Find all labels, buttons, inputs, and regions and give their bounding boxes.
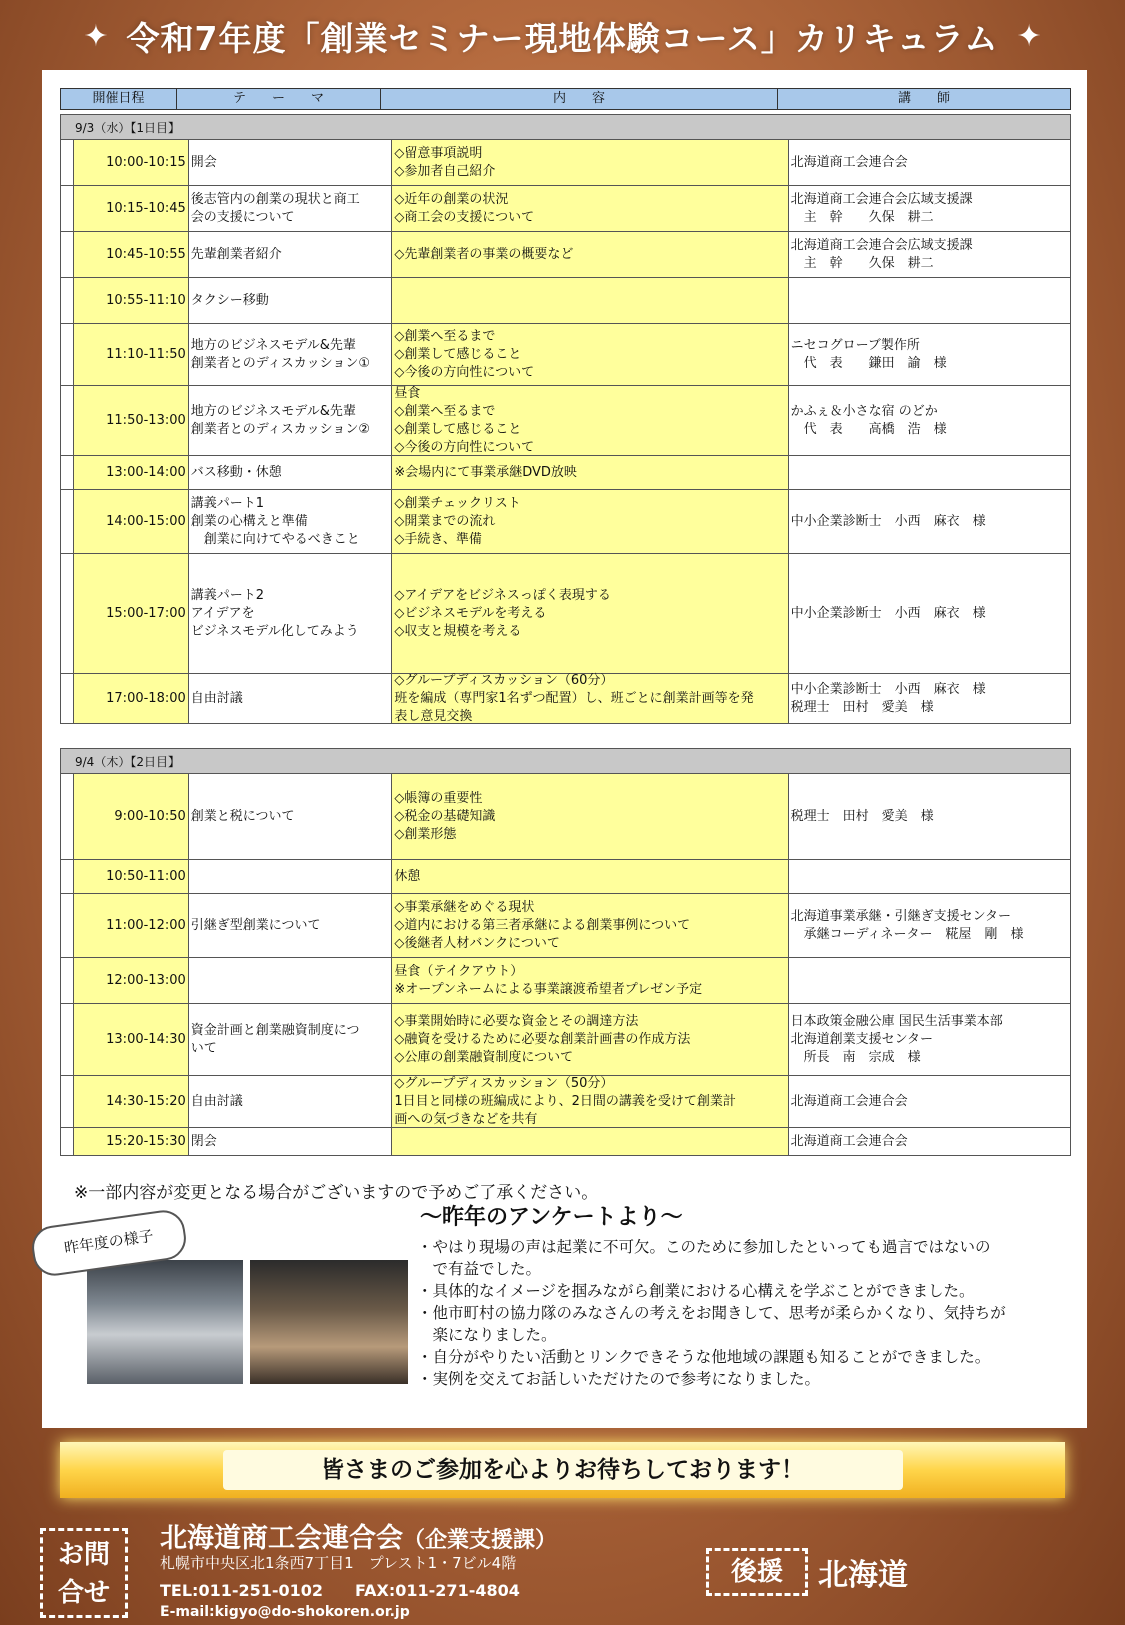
content-line: ◇今後の方向性について [394,364,535,380]
time-text: 12:00-13:00 [106,972,186,988]
theme-line: 地方のビジネスモデル&先輩 [190,403,356,419]
lecturer-cell [789,456,1070,489]
content-line: ◇創業して感じること [394,346,522,362]
lecturer-line: 中小企業診断士 小西 麻衣 様 [790,513,986,529]
lecturer-line: 代 表 高橋 浩 様 [790,421,947,437]
lecturer-line: 承継コーディネーター 糀屋 剛 様 [790,926,1024,942]
phone-fax: TEL:011-251-0102 FAX:011-271-4804 [160,1581,520,1600]
lecturer-cell [789,894,1070,957]
survey-item: で有益でした。 [417,1260,542,1278]
table-row [61,186,1070,232]
content-line: ◇公庫の創業融資制度について [394,1049,574,1065]
content-cell [392,324,788,385]
lecturer-cell [789,324,1070,385]
theme-line: 講義パート1 [190,495,265,511]
lecturer-cell [789,674,1070,723]
change-notice: ※一部内容が変更となる場合がございますので予めご了承ください。 [74,1183,599,1203]
time-cell [73,774,189,859]
theme-line: 自由討議 [190,690,243,706]
lecturer-cell [789,958,1070,1003]
theme-cell [189,958,393,1003]
theme-line: 開会 [190,154,217,170]
contact-label [40,1528,128,1618]
lecturer-line: 北海道商工会連合会 [790,1093,908,1109]
time-cell [73,1128,189,1155]
survey-title: ～昨年のアンケートより～ [420,1205,683,1230]
content-line: ※オープンネームによる事業譲渡希望者プレゼン予定 [394,981,703,997]
table-row [61,232,1070,278]
theme-line: 引継ぎ型創業について [190,917,321,933]
survey-item: 楽になりました。 [417,1326,557,1344]
day-1-table [60,114,1071,724]
lecturer-line: かふぇ＆小さな宿 のどか [790,403,938,419]
content-cell [392,278,788,323]
email-link[interactable]: E-mail:kigyo@do-shokoren.or.jp [160,1604,410,1620]
lecturer-line: 代 表 鎌田 諭 様 [790,355,947,371]
time-text: 14:30-15:20 [106,1093,186,1109]
content-cell [392,1076,788,1127]
theme-line: いて [190,1040,217,1056]
time-cell [73,324,189,385]
table-row [61,894,1070,958]
theme-cell [189,490,393,553]
time-text: 11:10-11:50 [106,346,186,362]
content-line: 班を編成（専門家1名ずつ配置）し、班ごとに創業計画等を発 [394,690,754,706]
table-row [61,774,1070,860]
theme-line: 自由討議 [190,1093,243,1109]
theme-cell [189,1128,393,1155]
content-line: ◇創業チェックリスト [394,495,521,511]
content-cell [392,860,788,893]
theme-line: 講義パート2 [190,587,265,603]
theme-line: 創業の心構えと準備 [190,513,308,529]
lecturer-line: 税理士 田村 愛美 様 [790,699,934,715]
page-title: 令和7年度「創業セミナー現地体験コース」カリキュラム [126,18,999,58]
content-line: ◇創業へ至るまで [394,403,496,419]
content-line: 休憩 [394,868,421,884]
content-line: 昼食 [394,385,421,401]
lecturer-line: 北海道商工会連合会 [790,1133,908,1149]
time-cell [73,674,189,723]
column-header-date: 開催日程 [61,89,177,109]
table-row [61,958,1070,1004]
content-line: ◇ビジネスモデルを考える [394,605,547,621]
lecturer-cell [789,774,1070,859]
content-cell [392,490,788,553]
lecturer-line: 北海道創業支援センター [790,1031,934,1047]
closing-banner [60,1442,1065,1498]
content-line: ◇創業へ至るまで [394,328,496,344]
table-row [61,860,1070,894]
time-cell [73,894,189,957]
lecturer-line: 北海道商工会連合会広域支援課 [790,237,973,253]
content-cell [392,386,788,455]
survey-item: ・やはり現場の声は起業に不可欠。このために参加したといっても過言ではないの [417,1238,991,1256]
content-line: 画への気づきなどを共有 [394,1111,538,1127]
content-line: ※会場内にて事業承継DVD放映 [394,464,577,480]
theme-line: 資金計画と創業融資制度につ [190,1022,360,1038]
content-line: ◇アイデアをビジネスっぽく表現する [394,587,611,603]
survey-item: ・具体的なイメージを掴みながら創業における心構えを学ぶことができました。 [417,1282,975,1300]
content-cell [392,958,788,1003]
time-cell [73,490,189,553]
content-line: ◇後継者人材バンクについて [394,935,560,951]
theme-cell [189,324,393,385]
table-row [61,1128,1070,1156]
lecturer-cell [789,1004,1070,1075]
table-row [61,140,1070,186]
theme-cell [189,774,393,859]
column-header-lecturer: 講 師 [897,91,950,106]
lecturer-cell [789,140,1070,185]
time-cell [73,1076,189,1127]
time-cell [73,860,189,893]
content-line: 1日目と同様の班編成により、2日間の講義を受けて創業計 [394,1093,736,1109]
table-row [61,1004,1070,1076]
theme-cell [189,456,393,489]
lecturer-line: 北海道商工会連合会広域支援課 [790,191,973,207]
time-text: 14:00-15:00 [106,513,186,529]
time-text: 9:00-10:50 [114,808,186,824]
lecturer-cell [789,1128,1070,1155]
content-cell [392,554,788,673]
time-text: 15:00-17:00 [106,605,186,621]
theme-cell [189,140,393,185]
lecturer-line: 所長 南 宗成 様 [790,1049,921,1065]
time-text: 13:00-14:00 [106,464,186,480]
contact-label-line: お問 [57,1540,110,1570]
lecturer-line: 北海道商工会連合会 [790,154,908,170]
theme-line: 地方のビジネスモデル&先輩 [190,337,356,353]
content-line: ◇今後の方向性について [394,439,535,455]
time-text: 15:20-15:30 [106,1133,186,1149]
header [0,0,1125,72]
content-line: 表し意見交換 [394,708,473,724]
time-cell [73,140,189,185]
theme-line: 閉会 [190,1133,217,1149]
closing-message: 皆さまのご参加を心よりお待ちしております！ [223,1450,903,1490]
content-cell [392,674,788,723]
content-line: ◇開業までの流れ [394,513,496,529]
time-cell [73,554,189,673]
content-line: ◇留意事項説明 [394,145,483,161]
theme-line: 先輩創業者紹介 [190,246,282,262]
support-label: 後援 [706,1548,808,1596]
organizer-dept: （企業支援課） [403,1528,558,1553]
lecturer-line: 北海道事業承継・引継ぎ支援センター [790,908,1012,924]
address: 札幌市中央区北1条西7丁目1 プレスト1・7ビル4階 [160,1554,517,1572]
day-2-header: 9/4（木）【2日目】 [61,748,1070,774]
time-text: 11:00-12:00 [106,917,186,933]
column-header-theme: テ ー マ [177,89,381,109]
lecturer-line: 日本政策金融公庫 国民生活事業本部 [790,1013,1003,1029]
time-cell [73,1004,189,1075]
sparkle-icon: ✦ [83,18,109,54]
survey-item: ・自分がやりたい活動とリンクできそうな他地域の課題も知ることができました。 [417,1348,991,1366]
theme-line: 創業者とのディスカッション① [190,355,370,371]
content-cell [392,774,788,859]
content-line: ◇創業形態 [394,826,457,842]
table-row [61,554,1070,674]
organizer [160,1516,557,1555]
lecturer-cell [789,186,1070,231]
content-line: ◇グループディスカッション（60分） [394,672,614,688]
theme-line: 創業に向けてやるべきこと [190,531,360,547]
time-text: 11:50-13:00 [106,412,186,428]
content-line: ◇グループディスカッション（50分） [394,1075,614,1091]
seminar-photo [250,1260,408,1384]
theme-cell [189,860,393,893]
photo-badge: 昨年度の様子 [29,1208,188,1279]
time-cell [73,186,189,231]
content-cell [392,140,788,185]
column-header-content: 内 容 [381,89,778,109]
time-text: 13:00-14:30 [106,1031,186,1047]
content-cell [392,232,788,277]
theme-line: 会の支援について [190,209,295,225]
column-header [60,88,1071,110]
sparkle-icon: ✦ [1016,18,1042,54]
time-text: 10:45-10:55 [106,246,186,262]
lecturer-cell [789,1076,1070,1127]
theme-cell [189,386,393,455]
theme-line: 後志管内の創業の現状と商工 [190,191,360,207]
table-row [61,456,1070,490]
curriculum-panel [42,70,1087,1428]
seminar-photo [87,1260,243,1384]
contact-label-line: 合せ [57,1578,110,1608]
theme-line: タクシー移動 [190,292,269,308]
table-row [61,278,1070,324]
content-line: ◇創業して感じること [394,421,522,437]
time-cell [73,278,189,323]
lecturer-line: 主 幹 久保 耕二 [790,209,934,225]
survey-item: ・他市町村の協力隊のみなさんの考えをお聞きして、思考が柔らかくなり、気持ちが [417,1304,1006,1322]
content-line: ◇収支と規模を考える [394,623,522,639]
content-line: ◇近年の創業の状況 [394,191,509,207]
time-text: 10:15-10:45 [106,200,186,216]
time-cell [73,232,189,277]
content-cell [392,1128,788,1155]
content-line: ◇商工会の支援について [394,209,535,225]
time-text: 10:55-11:10 [106,292,186,308]
theme-cell [189,1076,393,1127]
lecturer-cell [789,278,1070,323]
content-cell [392,186,788,231]
theme-cell [189,278,393,323]
theme-line: ビジネスモデル化してみよう [190,623,359,639]
content-cell [392,456,788,489]
content-cell [392,894,788,957]
content-line: ◇手続き、準備 [394,531,482,547]
table-row [61,324,1070,386]
lecturer-cell [789,860,1070,893]
supporter: 北海道 [818,1558,908,1593]
lecturer-line: 主 幹 久保 耕二 [790,255,934,271]
table-row [61,674,1070,724]
theme-cell [189,674,393,723]
content-line: ◇事業開始時に必要な資金とその調達方法 [394,1013,639,1029]
theme-cell [189,1004,393,1075]
content-line: ◇税金の基礎知識 [394,808,496,824]
content-line: ◇帳簿の重要性 [394,790,483,806]
time-text: 17:00-18:00 [106,690,186,706]
lecturer-line: 中小企業診断士 小西 麻衣 様 [790,605,986,621]
content-line: ◇事業承継をめぐる現状 [394,899,535,915]
theme-line: バス移動・休憩 [190,464,282,480]
lecturer-line: 中小企業診断士 小西 麻衣 様 [790,681,986,697]
theme-cell [189,554,393,673]
theme-line: 創業者とのディスカッション② [190,421,370,437]
lecturer-cell [789,554,1070,673]
time-cell [73,386,189,455]
theme-cell [189,894,393,957]
theme-line: アイデアを [190,605,255,621]
time-text: 10:00-10:15 [106,154,186,170]
content-line: ◇道内における第三者承継による創業事例について [394,917,691,933]
content-line: ◇融資を受けるために必要な創業計画書の作成方法 [394,1031,691,1047]
table-row [61,490,1070,554]
content-line: 昼食（テイクアウト） [394,963,524,979]
day-2-table [60,748,1071,1156]
theme-line: 創業と税について [190,808,295,824]
lecturer-cell [789,386,1070,455]
table-row [61,386,1070,456]
survey-list [417,1236,1057,1390]
content-cell [392,1004,788,1075]
survey-item: ・実例を交えてお話しいただけたので参考になりました。 [417,1370,821,1388]
table-row [61,1076,1070,1128]
content-line: ◇参加者自己紹介 [394,163,496,179]
day-1-header: 9/3（水）【1日目】 [61,114,1070,140]
lecturer-line: ニセコグローブ製作所 [790,337,920,353]
lecturer-cell [789,490,1070,553]
organizer-name: 北海道商工会連合会 [160,1523,403,1554]
time-text: 10:50-11:00 [106,868,186,884]
theme-cell [189,186,393,231]
time-cell [73,958,189,1003]
theme-cell [189,232,393,277]
lecturer-line: 税理士 田村 愛美 様 [790,808,934,824]
lecturer-cell [789,232,1070,277]
time-cell [73,456,189,489]
content-line: ◇先輩創業者の事業の概要など [394,246,574,262]
